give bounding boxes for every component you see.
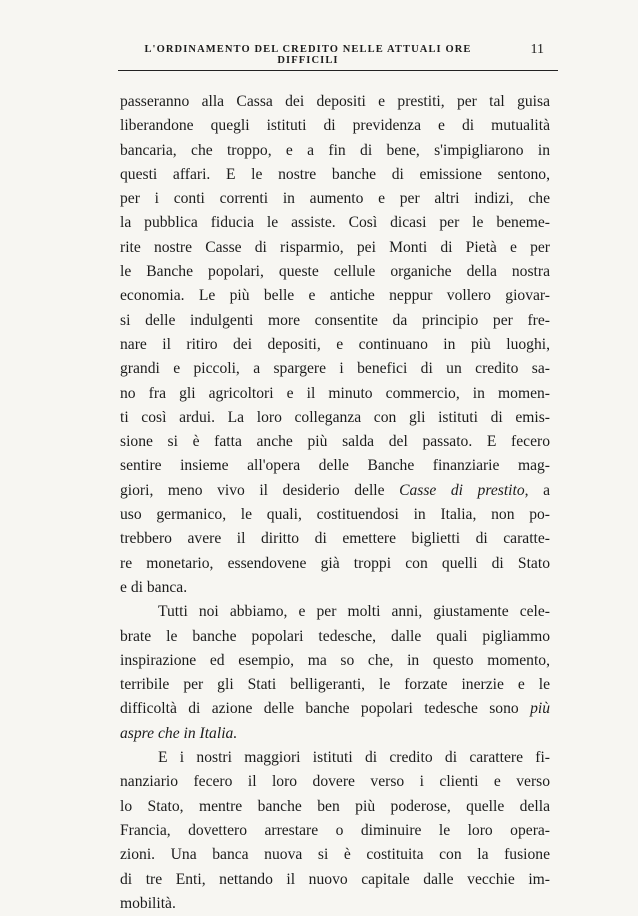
italic-emphasis: Casse di prestito <box>399 481 525 499</box>
text-line: ti così ardui. La loro colleganza con gli istituti di emis- <box>120 408 550 426</box>
text-line: lo Stato, mentre banche ben più poderose, quelle della <box>120 797 550 815</box>
text-line: si delle indulgenti more consentite da principio per fre- <box>120 311 550 329</box>
text-line: sione si è fatta anche più salda del passato. E fecero <box>120 433 550 451</box>
text-line: brate le banche popolari tedesche, dalle quali pigliammo <box>120 627 550 645</box>
text-line: questi affari. E le nostre banche di emissione sentono, <box>120 165 550 183</box>
text-line: Francia, dovettero arrestare o diminuire le loro opera- <box>120 821 550 839</box>
text-line: zioni. Una banca nuova si è costituita con la fusione <box>120 846 550 864</box>
text-line: di tre Enti, nettando il nuovo capitale dalle vecchie im- <box>120 870 550 888</box>
text-line: no fra gli agricoltori e il minuto commercio, in momen- <box>120 384 550 402</box>
text-line: E i nostri maggiori istituti di credito di carattere fi- <box>158 749 550 767</box>
text-line: la pubblica fiducia le assiste. Così dicasi per le beneme- <box>120 214 550 232</box>
text-line: inspirazione ed esempio, ma so che, in questo momento, <box>120 651 550 669</box>
text-line <box>120 722 550 746</box>
text-line: economia. Le più belle e antiche neppur vollero giovar- <box>120 287 550 305</box>
text-line: sentire insieme all'opera delle Banche finanziarie mag- <box>120 457 550 475</box>
text-line: giori, meno vivo il desiderio delle Casse di prestito, a <box>120 481 550 499</box>
text-line: nare il ritiro dei depositi, e continuano in più luoghi, <box>120 335 550 353</box>
text-line: rite nostre Casse di risparmio, pei Monti di Pietà e per <box>120 238 550 256</box>
text-line: liberandone quegli istituti di previdenza e di mutualità <box>120 117 550 135</box>
italic-emphasis: aspre che in Italia. <box>120 724 238 742</box>
text-line: le Banche popolari, queste cellule organiche della nostra <box>120 263 550 281</box>
page-number: 11 <box>530 42 544 57</box>
body-text <box>120 90 550 916</box>
text-line: nanziario fecero il loro dovere verso i clienti e verso <box>120 773 550 791</box>
text-line: Tutti noi abbiamo, e per molti anni, giustamente cele- <box>158 603 550 621</box>
text-line: re monetario, essendovene già troppi con quelli di Stato <box>120 554 550 572</box>
running-title: L'ORDINAMENTO DEL CREDITO NELLE ATTUALI ORE DIFFICILI <box>144 44 472 66</box>
italic-emphasis: più <box>530 700 550 718</box>
text-line: mobilità. <box>120 894 176 912</box>
text-line: grandi e piccoli, a spargere i benefici di un credito sa- <box>120 360 550 378</box>
text-line: e di banca. <box>120 578 188 596</box>
text-line: uso germanico, le quali, costituendosi in Italia, non po- <box>120 506 550 524</box>
running-header <box>118 44 558 66</box>
text-line: per i conti correnti in aumento e per altri indizi, che <box>120 190 550 208</box>
text-line: difficoltà di azione delle banche popolari tedesche sono più <box>120 700 550 718</box>
text-line: bancaria, che troppo, e a fin di bene, s'impigliarono in <box>120 141 550 159</box>
text-line: trebbero avere il diritto di emettere biglietti di caratte- <box>120 530 550 548</box>
header-rule <box>118 70 558 71</box>
text-line: terribile per gli Stati belligeranti, le forzate inerzie e le <box>120 676 550 694</box>
text-line: passeranno alla Cassa dei depositi e prestiti, per tal guisa <box>120 93 550 110</box>
